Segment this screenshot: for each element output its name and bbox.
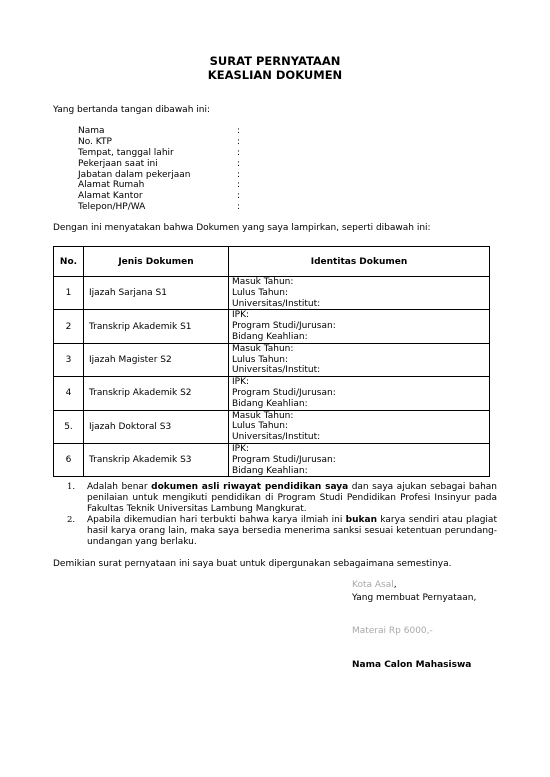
row-number: 1 xyxy=(54,277,84,310)
identitas-line: Bidang Keahlian: xyxy=(232,465,308,476)
row-identitas-dokumen xyxy=(229,310,490,343)
identitas-line: Masuk Tahun: xyxy=(232,277,294,287)
city-placeholder: Kota Asal xyxy=(352,580,394,590)
row-jenis-dokumen: Transkrip Akademik S3 xyxy=(84,443,229,476)
identitas-line: Lulus Tahun: xyxy=(232,421,288,432)
header-jenis-dokumen: Jenis Dokumen xyxy=(84,247,229,277)
row-identitas-dokumen xyxy=(229,277,490,310)
list-number: 2. xyxy=(67,514,76,525)
intro-text: Yang bertanda tangan dibawah ini: xyxy=(53,105,210,115)
field-row xyxy=(78,148,245,159)
identitas-line: Universitas/Institut: xyxy=(232,432,321,443)
list-text-post: dan saya ajukan sebagai bahan penilaian untuk mengikuti pendidikan di Program Studi Pendidikan Profesi Insinyur pada Fakultas Teknik Universitas Lambung Mangkurat. xyxy=(87,482,498,514)
list-text-pre: Adalah benar xyxy=(87,482,152,492)
field-label: Nama xyxy=(78,126,105,136)
row-jenis-dokumen: Ijazah Doktoral S3 xyxy=(84,410,229,443)
field-row xyxy=(78,202,245,213)
field-colon: : xyxy=(237,147,241,158)
identity-fields xyxy=(78,126,245,213)
documents-table xyxy=(53,246,490,477)
row-identitas-dokumen xyxy=(229,410,490,443)
header-no: No. xyxy=(54,247,84,277)
statement-text: Dengan ini menyatakan bahwa Dokumen yang saya lampirkan, seperti dibawah ini: xyxy=(53,223,431,233)
table-row xyxy=(54,377,490,410)
field-row xyxy=(78,191,245,202)
field-row xyxy=(78,170,245,181)
field-label: No. KTP xyxy=(78,136,112,147)
list-text-bold: dokumen asli riwayat pendidikan saya xyxy=(151,482,349,492)
field-colon: : xyxy=(237,136,241,147)
materai-placeholder: Materai Rp 6000,- xyxy=(352,626,433,636)
field-colon: : xyxy=(237,169,241,180)
list-text-post: karya sendiri atau plagiat hasil karya orang lain, maka saya bersedia menerima sanksi sesuai ketentuan perundang-undangan yang berlaku. xyxy=(87,514,497,547)
field-label: Alamat Rumah xyxy=(78,180,145,191)
document-title-line1: SURAT PERNYATAAN xyxy=(209,54,341,68)
field-label: Pekerjaan saat ini xyxy=(78,158,158,169)
field-colon: : xyxy=(237,158,241,169)
identitas-line: Masuk Tahun: xyxy=(232,410,294,421)
identitas-line: Program Studi/Jurusan: xyxy=(232,321,336,332)
field-row xyxy=(78,137,245,148)
document-title-line2: KEASLIAN DOKUMEN xyxy=(207,68,343,82)
row-number: 6 xyxy=(54,443,84,476)
identitas-line: Lulus Tahun: xyxy=(232,287,288,298)
city-comma: , xyxy=(393,580,397,590)
row-identitas-dokumen xyxy=(229,443,490,476)
identitas-line: Universitas/Institut: xyxy=(232,298,321,309)
identitas-line: IPK: xyxy=(232,443,250,454)
row-jenis-dokumen: Ijazah Sarjana S1 xyxy=(84,277,229,310)
table-header-row xyxy=(54,247,490,277)
list-text xyxy=(87,515,497,548)
field-row xyxy=(78,126,245,137)
list-number: 1. xyxy=(67,482,76,492)
identitas-line: Program Studi/Jurusan: xyxy=(232,454,336,465)
field-label: Telepon/HP/WA xyxy=(78,202,146,213)
field-row xyxy=(78,159,245,170)
header-identitas-dokumen: Identitas Dokumen xyxy=(229,247,490,277)
row-number: 3 xyxy=(54,343,84,376)
list-item xyxy=(67,515,497,548)
field-colon: : xyxy=(237,191,241,202)
identitas-line: Bidang Keahlian: xyxy=(232,331,308,342)
row-identitas-dokumen xyxy=(229,377,490,410)
field-colon: : xyxy=(237,202,241,213)
statement-list xyxy=(67,482,497,547)
identitas-line: Universitas/Institut: xyxy=(232,365,321,376)
field-colon: : xyxy=(237,126,241,136)
identitas-line: Lulus Tahun: xyxy=(232,354,288,365)
field-label: Alamat Kantor xyxy=(78,191,143,202)
row-identitas-dokumen xyxy=(229,343,490,376)
field-colon: : xyxy=(237,180,241,191)
field-label: Tempat, tanggal lahir xyxy=(78,147,174,158)
table-row xyxy=(54,343,490,376)
signature-city xyxy=(352,580,397,590)
table-row xyxy=(54,310,490,343)
signature-maker: Yang membuat Pernyataan, xyxy=(352,593,477,603)
row-number: 4 xyxy=(54,377,84,410)
field-label: Jabatan dalam pekerjaan xyxy=(78,169,191,180)
identitas-line: IPK: xyxy=(232,310,250,321)
identitas-line: Masuk Tahun: xyxy=(232,343,294,354)
signatory-name: Nama Calon Mahasiswa xyxy=(352,660,472,670)
identitas-line: Bidang Keahlian: xyxy=(232,398,308,409)
row-number: 5. xyxy=(54,410,84,443)
identitas-line: Program Studi/Jurusan: xyxy=(232,387,336,398)
field-row xyxy=(78,180,245,191)
table-row xyxy=(54,277,490,310)
table-row xyxy=(54,410,490,443)
closing-text: Demikian surat pernyataan ini saya buat untuk dipergunakan sebagaimana semestinya. xyxy=(53,559,452,569)
table-row xyxy=(54,443,490,476)
list-text xyxy=(87,482,497,515)
row-number: 2 xyxy=(54,310,84,343)
identitas-line: IPK: xyxy=(232,377,250,388)
list-item xyxy=(67,482,497,515)
row-jenis-dokumen: Transkrip Akademik S1 xyxy=(84,310,229,343)
row-jenis-dokumen: Transkrip Akademik S2 xyxy=(84,377,229,410)
list-text-pre: Apabila dikemudian hari terbukti bahwa karya ilmiah ini xyxy=(87,514,346,525)
row-jenis-dokumen: Ijazah Magister S2 xyxy=(84,343,229,376)
list-text-bold: bukan xyxy=(345,514,377,525)
